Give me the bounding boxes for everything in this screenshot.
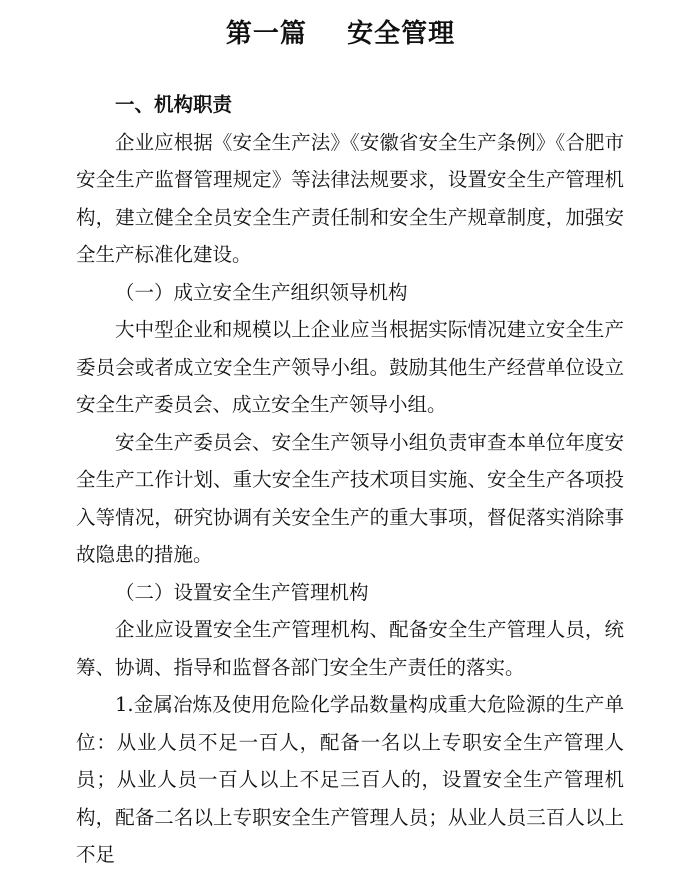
paragraph-legal-basis: 企业应根据《安全生产法》《安徽省安全生产条例》《合肥市安全生产监督管理规定》等法律法规要求，设置安全生产管理机构，建立健全全员安全生产责任制和安全生产规章制度，加强安全生产标准化建设。 [76,130,624,266]
subheading-management-agency: （二）设置安全生产管理机构 [115,580,369,604]
paragraph-metallurgy-hazard-rules: 1.金属冶炼及使用危险化学品数量构成重大危险源的生产单位：从业人员不足一百人，配备一名以上专职安全生产管理人员；从业人员一百人以上不足三百人的，设置安全生产管理机构，配备二名以上专职安全生产管理人员；从业人员三百人以上不足 [76,693,624,866]
document-body [76,86,624,874]
document-title: 第一篇 安全管理 [225,19,456,49]
paragraph-management-staffing: 企业应设置安全生产管理机构、配备安全生产管理人员，统筹、协调、指导和监督各部门安全生产责任的落实。 [76,618,624,679]
section-heading-organization-duties: 一、机构职责 [115,93,233,116]
subheading-leadership-body: （一）成立安全生产组织领导机构 [115,280,408,304]
paragraph-committee-responsibilities: 安全生产委员会、安全生产领导小组负责审查本单位年度安全生产工作计划、重大安全生产技术项目实施、安全生产各项投入等情况，研究协调有关安全生产的重大事项，督促落实消除事故隐患的措施。 [76,430,624,566]
paragraph-safety-committee-setup: 大中型企业和规模以上企业应当根据实际情况建立安全生产委员会或者成立安全生产领导小组。鼓励其他生产经营单位设立安全生产委员会、成立安全生产领导小组。 [76,318,624,416]
